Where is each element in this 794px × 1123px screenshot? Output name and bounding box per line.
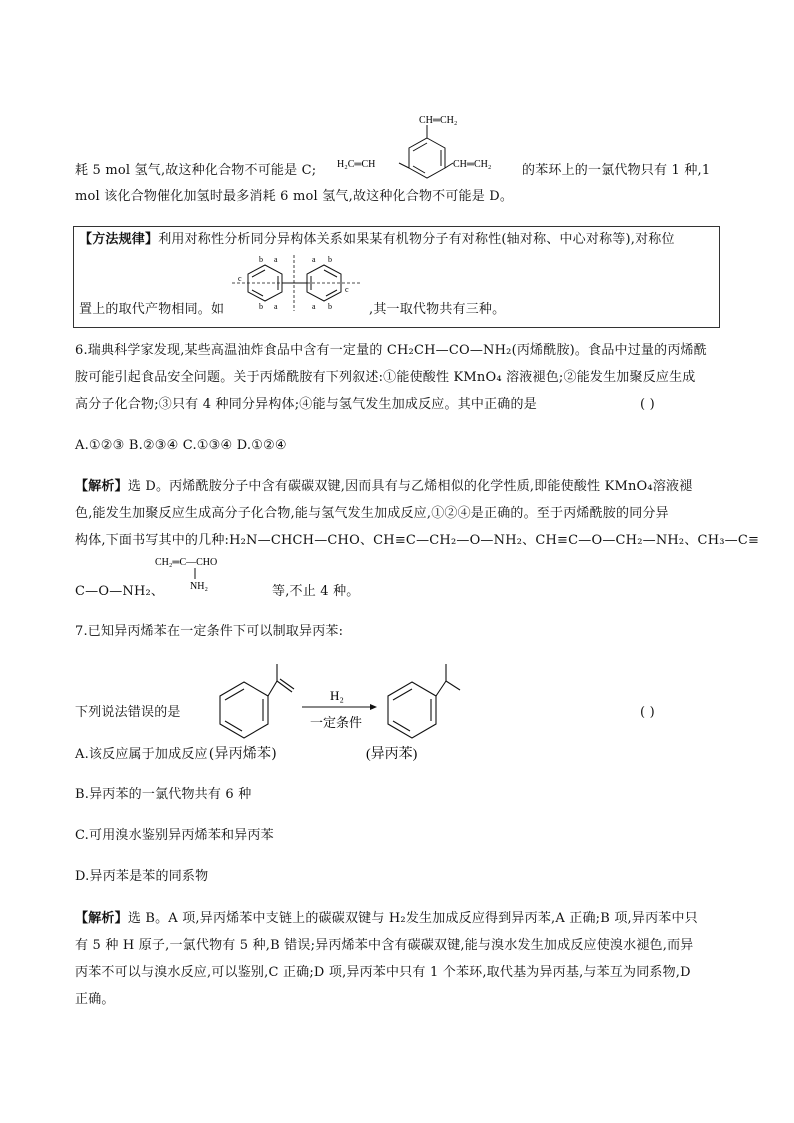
isomer-structure-bottom: NH₂ bbox=[190, 581, 208, 592]
q7-analysis-line4: 正确。 bbox=[75, 992, 115, 1007]
q6-analysis-line3: 构体,下面书写其中的几种:H₂N—CHCH—CHO、CH≡C—CH₂—O—NH₂、CH≡C—O—CH₂—NH₂、CH₃—C≡ bbox=[75, 533, 760, 548]
intro-line2: mol 该化合物催化加氢时最多消耗 6 mol 氢气,故这种化合物不可能是 D。 bbox=[75, 189, 514, 204]
biphenyl-label: a bbox=[274, 255, 278, 264]
q7-stem: 下列说法错误的是 bbox=[75, 705, 181, 720]
method-box-line1: 利用对称性分析同分异构体关系如果某有机物分子有对称性(轴对称、中心对称等),对称位 bbox=[158, 232, 675, 247]
q6-answer-paren: ( ) bbox=[640, 397, 655, 412]
q6-analysis-line4-suffix: 等,不止 4 种。 bbox=[272, 584, 360, 599]
intro-line1-prefix: 耗 5 mol 氢气,故这种化合物不可能是 C; bbox=[75, 163, 317, 178]
biphenyl-label: a bbox=[274, 302, 278, 311]
biphenyl-label: b bbox=[328, 302, 332, 311]
biphenyl-label: c bbox=[238, 274, 242, 283]
q7-analysis-line2: 有 5 种 H 原子,一氯代物有 5 种,B 错误;异丙烯苯中含有碳碳双键,能与溴水发生加成反应使溴水褪色,而异 bbox=[75, 938, 694, 953]
biphenyl-label: b bbox=[259, 255, 263, 264]
biphenyl-label: b bbox=[328, 255, 332, 264]
q7-line1: 7.已知异丙烯苯在一定条件下可以制取异丙苯: bbox=[75, 624, 344, 639]
structure-c-diagram bbox=[335, 108, 520, 188]
reactant-name: (异丙烯苯) bbox=[208, 746, 277, 762]
q7-analysis-line1-wrap bbox=[75, 910, 698, 928]
method-box-line2-suffix: ,其一取代物共有三种。 bbox=[369, 302, 506, 317]
structure-c-right: CH═CH₂ bbox=[453, 159, 492, 170]
q7-option-d: D.异丙苯是苯的同系物 bbox=[75, 869, 209, 884]
q6-analysis-line4-prefix: C—O—NH₂、 bbox=[75, 584, 165, 599]
q6-line2: 胺可能引起食品安全问题。关于丙烯酰胺有下列叙述:①能使酸性 KMnO₄ 溶液褪色;②能发生加聚反应生成 bbox=[75, 370, 696, 385]
biphenyl-label: a bbox=[312, 255, 316, 264]
q6-line1: 6.瑞典科学家发现,某些高温油炸食品中含有一定量的 CH₂CH—CO—NH₂(丙烯酰胺)。食品中过量的丙烯酰 bbox=[75, 343, 707, 358]
method-box-text-line1 bbox=[79, 231, 675, 249]
intro-line1-suffix: 的苯环上的一氯代物只有 1 种,1 bbox=[522, 163, 711, 178]
q6-analysis-label: 【解析】 bbox=[75, 479, 128, 494]
biphenyl-label: c bbox=[345, 285, 349, 294]
isomer-structure-top: CH₂═C—CHO bbox=[155, 557, 218, 568]
q6-analysis-line1-wrap bbox=[75, 478, 692, 496]
q7-option-b: B.异丙苯的一氯代物共有 6 种 bbox=[75, 787, 252, 802]
structure-c-left: H₂C═CH bbox=[337, 159, 376, 170]
q6-options: A.①②③ B.②③④ C.①③④ D.①②④ bbox=[75, 438, 287, 453]
condition-label: 一定条件 bbox=[310, 715, 363, 730]
q7-answer-paren: ( ) bbox=[640, 705, 655, 720]
biphenyl-label: a bbox=[312, 302, 316, 311]
method-box-title: 【方法规律】 bbox=[79, 232, 159, 247]
q6-analysis-line1: 选 D。丙烯酰胺分子中含有碳碳双键,因而具有与乙烯相似的化学性质,即能使酸性 KMnO₄溶液褪 bbox=[127, 479, 693, 494]
q7-analysis-label: 【解析】 bbox=[75, 911, 128, 926]
biphenyl-diagram bbox=[232, 255, 372, 311]
q6-line3: 高分子化合物;③只有 4 种同分异构体;④能与氢气发生加成反应。其中正确的是 bbox=[75, 397, 537, 412]
method-box-line2-prefix: 置上的取代产物相同。如 bbox=[79, 302, 225, 317]
q6-analysis-line2: 色,能发生加聚反应生成高分子化合物,能与氢气发生加成反应,①②④是正确的。至于丙烯酰胺的同分异 bbox=[75, 506, 669, 521]
q7-analysis-line1: 选 B。A 项,异丙烯苯中支链上的碳碳双键与 H₂发生加成反应得到异丙苯,A 正确;B 项,异丙苯中只 bbox=[127, 911, 698, 926]
q7-option-a: A.该反应属于加成反应 bbox=[75, 747, 208, 762]
product-name: (异丙苯) bbox=[366, 747, 418, 762]
reagent-label: H₂ bbox=[330, 688, 344, 703]
q7-option-a-wrap bbox=[75, 745, 277, 764]
isomer-structure bbox=[155, 553, 255, 593]
q7-option-c: C.可用溴水鉴别异丙烯苯和异丙苯 bbox=[75, 828, 274, 843]
biphenyl-label: b bbox=[259, 302, 263, 311]
structure-c-top: CH═CH₂ bbox=[419, 115, 458, 126]
q7-analysis-line3: 丙苯不可以与溴水反应,可以鉴别,C 正确;D 项,异丙苯中只有 1 个苯环,取代基为异丙基,与苯互为同系物,D bbox=[75, 965, 691, 980]
